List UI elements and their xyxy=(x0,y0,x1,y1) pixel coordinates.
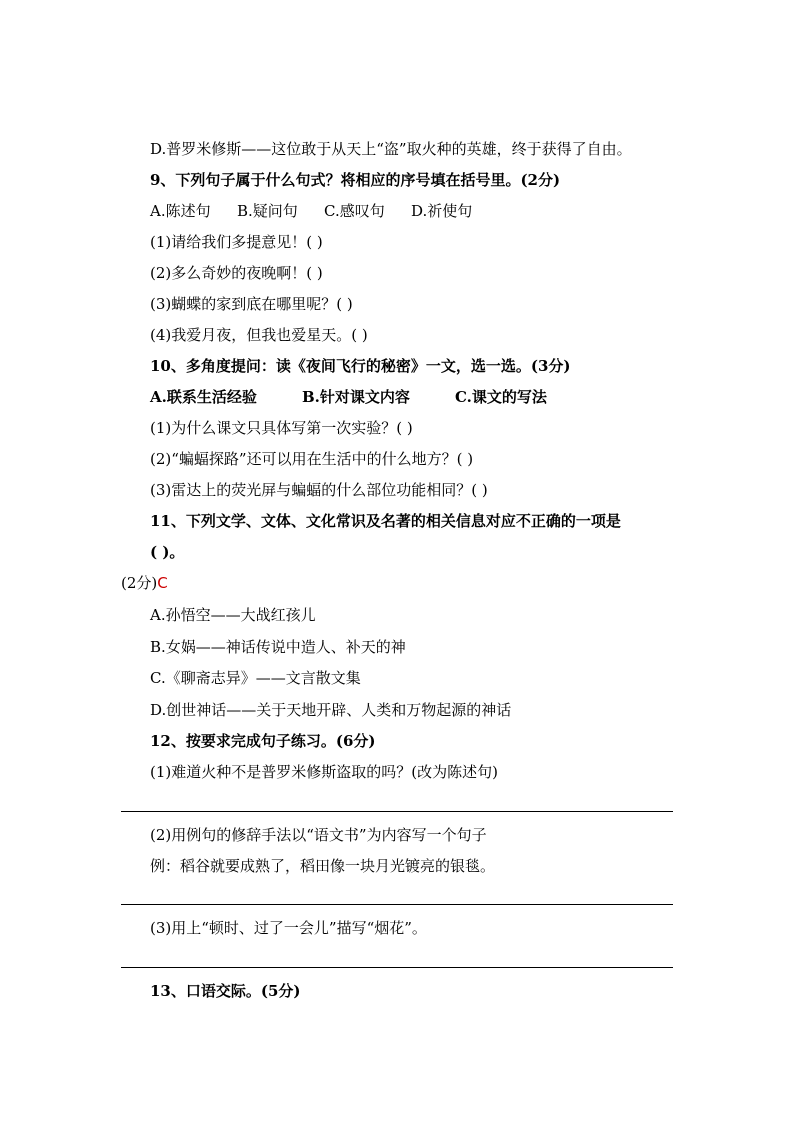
q9-item-4: (4)我爱月夜，但我也爱星天。( ) xyxy=(150,326,368,344)
q11-option-a: A.孙悟空——大战红孩儿 xyxy=(150,606,316,624)
answer-line-2[interactable] xyxy=(121,904,673,905)
q10-option-b: B.针对课文内容 xyxy=(302,388,410,406)
q12-item-3: (3)用上“顿时、过了一会儿”描写“烟花”。 xyxy=(150,919,427,937)
q8-option-d: D.普罗米修斯——这位敢于从天上“盗”取火种的英雄，终于获得了自由。 xyxy=(150,140,632,158)
q11-option-b: B.女娲——神话传说中造人、补天的神 xyxy=(150,638,406,656)
q10-item-3: (3)雷达上的荧光屏与蝙蝠的什么部位功能相同？( ) xyxy=(150,481,488,499)
q10-item-2: (2)“蝙蝠探路”还可以用在生活中的什么地方？( ) xyxy=(150,450,474,468)
q9-option-a: A.陈述句 xyxy=(150,202,211,220)
q11-answer: C xyxy=(157,574,168,592)
q10-option-a: A.联系生活经验 xyxy=(150,388,257,406)
q11-score: (2分) xyxy=(121,574,158,592)
q11-score-line xyxy=(121,573,168,593)
q9-option-c: C.感叹句 xyxy=(324,202,385,220)
q12-item-1: (1)难道火种不是普罗米修斯盗取的吗？(改为陈述句) xyxy=(150,763,498,781)
q9-options xyxy=(150,201,472,221)
q11-option-c: C.《聊斋志异》——文言散文集 xyxy=(150,669,361,687)
q10-option-c: C.课文的写法 xyxy=(455,388,547,406)
q9-item-2: (2)多么奇妙的夜晚啊！( ) xyxy=(150,264,323,282)
q10-item-1: (1)为什么课文只具体写第一次实验？( ) xyxy=(150,419,413,437)
q10-title: 10、多角度提问：读《夜间飞行的秘密》一文，选一选。(3分) xyxy=(150,357,571,375)
q9-option-d: D.祈使句 xyxy=(411,202,473,220)
q11-title-line1: 11、下列文学、文体、文化常识及名著的相关信息对应不正确的一项是 xyxy=(150,512,621,530)
q12-title: 12、按要求完成句子练习。(6分) xyxy=(150,732,376,750)
q11-option-d: D.创世神话——关于天地开辟、人类和万物起源的神话 xyxy=(150,701,512,719)
q9-option-b: B.疑问句 xyxy=(237,202,298,220)
q12-item-2: (2)用例句的修辞手法以“语文书”为内容写一个句子 xyxy=(150,826,487,844)
q11-title-line2: ( )。 xyxy=(150,543,185,561)
q9-item-1: (1)请给我们多提意见！( ) xyxy=(150,233,323,251)
q9-title: 9、下列句子属于什么句式？将相应的序号填在括号里。(2分) xyxy=(150,171,561,189)
q10-options xyxy=(150,387,547,407)
answer-line-1[interactable] xyxy=(121,811,673,812)
q9-item-3: (3)蝴蝶的家到底在哪里呢？( ) xyxy=(150,295,353,313)
q12-example: 例：稻谷就要成熟了，稻田像一块月光镀亮的银毯。 xyxy=(150,857,496,875)
answer-line-3[interactable] xyxy=(121,967,673,968)
q13-title: 13、口语交际。(5分) xyxy=(150,982,301,1000)
